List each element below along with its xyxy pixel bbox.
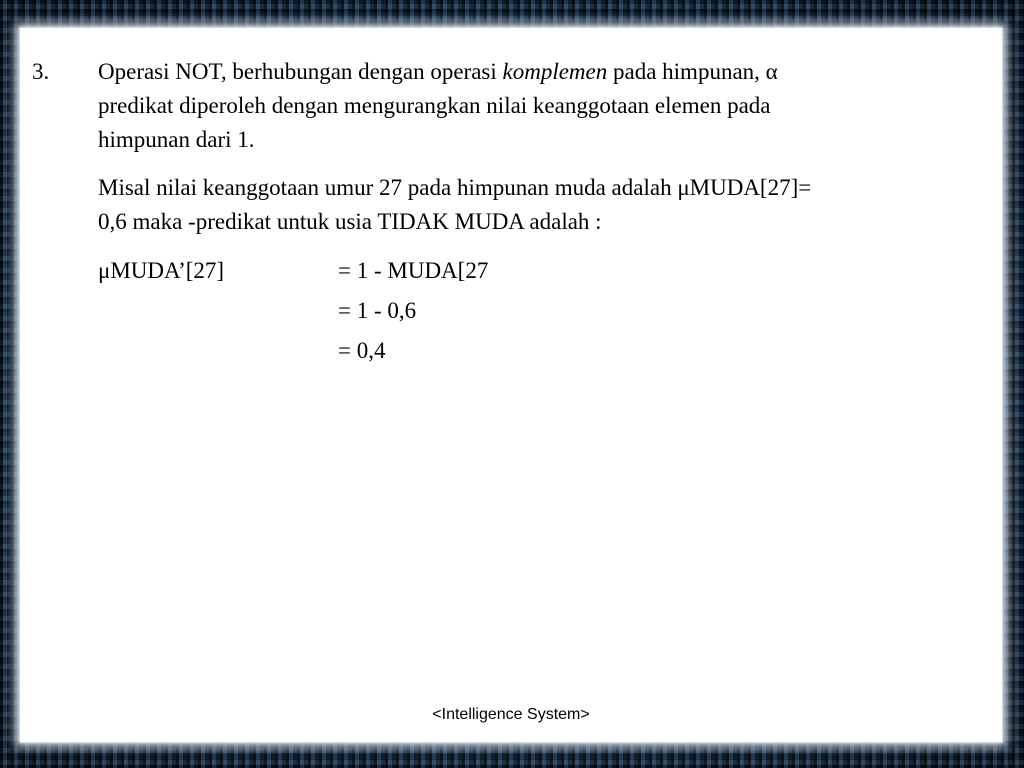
slide-content [20, 28, 1002, 742]
item-line-1 [98, 55, 778, 89]
example-text: MUDA[27]= [689, 175, 812, 200]
calculation-row-2: = 1 - 0,6 [338, 298, 417, 323]
item-paragraph [98, 55, 778, 157]
calculation-lhs [98, 254, 224, 288]
example-line-2: 0,6 maka -predikat untuk usia TIDAK MUDA adalah : [98, 209, 602, 234]
item-number: 3. [32, 59, 50, 84]
item-text: Operasi NOT, berhubungan dengan operasi [98, 59, 503, 84]
example-line-1 [98, 171, 811, 205]
calculation-lhs-text: MUDA’[27] [110, 258, 225, 283]
item-text: pada himpunan, [607, 59, 766, 84]
example-paragraph [98, 171, 811, 239]
alpha-symbol: α [765, 59, 778, 84]
mu-symbol: μ [677, 175, 690, 200]
mu-symbol: μ [98, 258, 111, 283]
calculation-row-3: = 0,4 [338, 338, 386, 363]
slide-footer: <Intelligence System> [432, 706, 590, 723]
item-line-3: himpunan dari 1. [98, 127, 255, 152]
item-line-2: predikat diperoleh dengan mengurangkan nilai keanggotaan elemen pada [98, 93, 771, 118]
calculation-row-1: = 1 - MUDA[27 [338, 258, 489, 283]
example-text: Misal nilai keanggotaan umur 27 pada himpunan muda adalah [98, 175, 678, 200]
komplemen-term: komplemen [502, 59, 608, 84]
